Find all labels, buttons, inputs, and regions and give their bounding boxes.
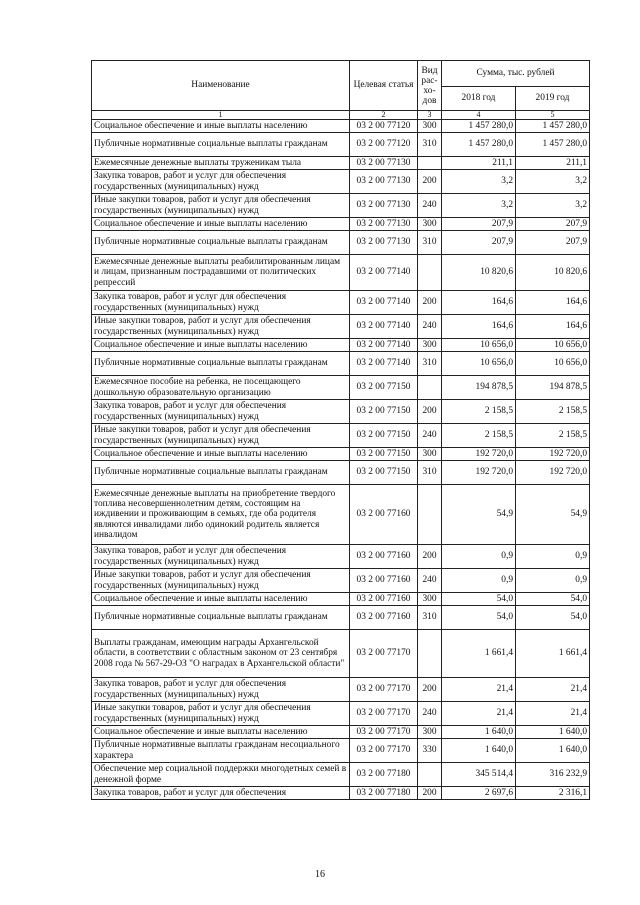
header-code: Целевая статья xyxy=(350,61,418,111)
row-name: Публичные нормативные социальные выплаты гражданам xyxy=(92,606,350,630)
table-row xyxy=(92,400,590,424)
row-amount-2019: 164,6 xyxy=(516,315,590,339)
row-amount-2018: 21,4 xyxy=(442,702,516,726)
row-code: 03 2 00 77120 xyxy=(350,133,418,157)
row-kind: 310 xyxy=(418,606,442,630)
row-kind: 300 xyxy=(418,726,442,739)
row-kind xyxy=(418,157,442,170)
row-code: 03 2 00 77170 xyxy=(350,739,418,763)
row-name: Иные закупки товаров, работ и услуг для обеспечения государственных (муниципальных) нужд xyxy=(92,194,350,218)
table-row xyxy=(92,787,590,800)
row-amount-2019: 54,0 xyxy=(516,593,590,606)
row-code: 03 2 00 77140 xyxy=(350,315,418,339)
row-kind: 240 xyxy=(418,424,442,448)
row-amount-2018: 3,2 xyxy=(442,170,516,194)
row-amount-2018: 1 640,0 xyxy=(442,739,516,763)
row-code: 03 2 00 77160 xyxy=(350,593,418,606)
row-amount-2019: 3,2 xyxy=(516,194,590,218)
table-row xyxy=(92,133,590,157)
column-index: 3 xyxy=(418,111,442,120)
row-code: 03 2 00 77150 xyxy=(350,461,418,485)
row-code: 03 2 00 77130 xyxy=(350,194,418,218)
table-row xyxy=(92,545,590,569)
row-name: Закупка товаров, работ и услуг для обеспечения государственных (муниципальных) нужд xyxy=(92,545,350,569)
column-index: 4 xyxy=(442,111,516,120)
row-kind xyxy=(418,630,442,678)
row-amount-2019: 54,0 xyxy=(516,606,590,630)
row-name: Иные закупки товаров, работ и услуг для обеспечения государственных (муниципальных) нужд xyxy=(92,702,350,726)
row-amount-2019: 2 158,5 xyxy=(516,424,590,448)
row-amount-2018: 10 656,0 xyxy=(442,339,516,352)
row-code: 03 2 00 77130 xyxy=(350,218,418,231)
row-code: 03 2 00 77170 xyxy=(350,702,418,726)
page-number: 16 xyxy=(315,869,325,880)
row-code: 03 2 00 77140 xyxy=(350,339,418,352)
row-code: 03 2 00 77140 xyxy=(350,291,418,315)
row-amount-2019: 0,9 xyxy=(516,569,590,593)
row-kind: 240 xyxy=(418,315,442,339)
row-amount-2018: 345 514,4 xyxy=(442,763,516,787)
row-code: 03 2 00 77160 xyxy=(350,545,418,569)
row-amount-2019: 3,2 xyxy=(516,170,590,194)
row-amount-2018: 192 720,0 xyxy=(442,448,516,461)
row-name: Ежемесячные денежные выплаты реабилитированным лицам и лицам, признанным пострадавшими от политических репрессий xyxy=(92,255,350,291)
header-sum: Сумма, тыс. рублей xyxy=(442,61,590,87)
row-code: 03 2 00 77170 xyxy=(350,726,418,739)
row-amount-2018: 2 158,5 xyxy=(442,424,516,448)
row-amount-2019: 207,9 xyxy=(516,218,590,231)
row-name: Ежемесячные денежные выплаты труженикам тыла xyxy=(92,157,350,170)
table-row xyxy=(92,352,590,376)
row-amount-2019: 1 640,0 xyxy=(516,739,590,763)
table-body xyxy=(92,120,590,800)
row-kind: 300 xyxy=(418,339,442,352)
row-kind: 200 xyxy=(418,545,442,569)
row-amount-2018: 0,9 xyxy=(442,545,516,569)
row-name: Закупка товаров, работ и услуг для обеспечения государственных (муниципальных) нужд xyxy=(92,291,350,315)
row-code: 03 2 00 77180 xyxy=(350,763,418,787)
row-amount-2018: 1 457 280,0 xyxy=(442,133,516,157)
row-code: 03 2 00 77180 xyxy=(350,787,418,800)
row-name: Публичные нормативные социальные выплаты гражданам xyxy=(92,133,350,157)
table-row xyxy=(92,678,590,702)
table-row xyxy=(92,726,590,739)
row-name: Публичные нормативные социальные выплаты гражданам xyxy=(92,231,350,255)
row-name: Ежемесячные денежные выплаты на приобретение твердого топлива несовершеннолетним детям, состоящим на иждивении и проживающим в семьях, где оба родителя являются инвалидами либо одинокий родитель является инвалидом xyxy=(92,485,350,545)
column-index: 1 xyxy=(92,111,350,120)
row-kind: 200 xyxy=(418,291,442,315)
row-amount-2018: 10 656,0 xyxy=(442,352,516,376)
row-name: Закупка товаров, работ и услуг для обеспечения xyxy=(92,787,350,800)
row-amount-2018: 164,6 xyxy=(442,315,516,339)
row-amount-2018: 1 661,4 xyxy=(442,630,516,678)
row-name: Выплаты гражданам, имеющим награды Архангельской области, в соответствии с областным законом от 23 сентября 2008 года № 567-29-ОЗ "О наградах в Архангельской области" xyxy=(92,630,350,678)
row-amount-2019: 1 661,4 xyxy=(516,630,590,678)
row-code: 03 2 00 77120 xyxy=(350,120,418,133)
table-row xyxy=(92,461,590,485)
row-name: Иные закупки товаров, работ и услуг для обеспечения государственных (муниципальных) нужд xyxy=(92,424,350,448)
table-row xyxy=(92,157,590,170)
row-amount-2019: 192 720,0 xyxy=(516,448,590,461)
row-amount-2018: 192 720,0 xyxy=(442,461,516,485)
row-amount-2018: 207,9 xyxy=(442,231,516,255)
row-kind: 200 xyxy=(418,400,442,424)
row-code: 03 2 00 77150 xyxy=(350,400,418,424)
row-amount-2019: 1 457 280,0 xyxy=(516,133,590,157)
table-row xyxy=(92,702,590,726)
row-amount-2018: 211,1 xyxy=(442,157,516,170)
table-row xyxy=(92,485,590,545)
row-name: Закупка товаров, работ и услуг для обеспечения государственных (муниципальных) нужд xyxy=(92,170,350,194)
row-kind xyxy=(418,376,442,400)
row-amount-2018: 1 640,0 xyxy=(442,726,516,739)
row-code: 03 2 00 77170 xyxy=(350,630,418,678)
row-amount-2018: 10 820,6 xyxy=(442,255,516,291)
row-code: 03 2 00 77150 xyxy=(350,448,418,461)
row-amount-2019: 211,1 xyxy=(516,157,590,170)
row-code: 03 2 00 77140 xyxy=(350,352,418,376)
row-amount-2018: 2 158,5 xyxy=(442,400,516,424)
row-amount-2019: 1 457 280,0 xyxy=(516,120,590,133)
row-amount-2018: 3,2 xyxy=(442,194,516,218)
header-year-2018: 2018 год xyxy=(442,87,516,111)
row-amount-2018: 0,9 xyxy=(442,569,516,593)
row-name: Социальное обеспечение и иные выплаты населению xyxy=(92,218,350,231)
row-kind: 240 xyxy=(418,569,442,593)
header-name: Наименование xyxy=(92,61,350,111)
row-amount-2019: 0,9 xyxy=(516,545,590,569)
table-row xyxy=(92,448,590,461)
row-code: 03 2 00 77130 xyxy=(350,157,418,170)
row-kind: 300 xyxy=(418,593,442,606)
row-amount-2018: 21,4 xyxy=(442,678,516,702)
table-row xyxy=(92,739,590,763)
row-name: Закупка товаров, работ и услуг для обеспечения государственных (муниципальных) нужд xyxy=(92,678,350,702)
row-code: 03 2 00 77140 xyxy=(350,255,418,291)
row-code: 03 2 00 77160 xyxy=(350,569,418,593)
row-amount-2019: 21,4 xyxy=(516,702,590,726)
row-name: Публичные нормативные выплаты гражданам несоциального характера xyxy=(92,739,350,763)
table-row xyxy=(92,120,590,133)
column-index: 5 xyxy=(516,111,590,120)
row-amount-2018: 194 878,5 xyxy=(442,376,516,400)
row-code: 03 2 00 77130 xyxy=(350,231,418,255)
row-amount-2018: 164,6 xyxy=(442,291,516,315)
row-name: Ежемесячное пособие на ребенка, не посещающего дошкольную образовательную организацию xyxy=(92,376,350,400)
header-kind: Вид рас-хо-дов xyxy=(418,61,442,111)
table-row xyxy=(92,194,590,218)
table-row xyxy=(92,569,590,593)
table-row xyxy=(92,606,590,630)
row-name: Иные закупки товаров, работ и услуг для обеспечения государственных (муниципальных) нужд xyxy=(92,315,350,339)
table-row xyxy=(92,630,590,678)
row-kind: 310 xyxy=(418,133,442,157)
row-name: Иные закупки товаров, работ и услуг для обеспечения государственных (муниципальных) нужд xyxy=(92,569,350,593)
row-kind: 310 xyxy=(418,352,442,376)
row-amount-2019: 1 640,0 xyxy=(516,726,590,739)
row-amount-2018: 1 457 280,0 xyxy=(442,120,516,133)
row-name: Обеспечение мер социальной поддержки многодетных семей в денежной форме xyxy=(92,763,350,787)
row-amount-2019: 207,9 xyxy=(516,231,590,255)
row-code: 03 2 00 77160 xyxy=(350,485,418,545)
row-kind: 240 xyxy=(418,194,442,218)
column-index-row xyxy=(92,111,590,120)
table-row xyxy=(92,231,590,255)
row-amount-2019: 2 158,5 xyxy=(516,400,590,424)
row-kind: 310 xyxy=(418,231,442,255)
row-kind: 300 xyxy=(418,120,442,133)
header-year-2019: 2019 год xyxy=(516,87,590,111)
row-amount-2018: 207,9 xyxy=(442,218,516,231)
row-kind: 330 xyxy=(418,739,442,763)
row-name: Закупка товаров, работ и услуг для обеспечения государственных (муниципальных) нужд xyxy=(92,400,350,424)
row-name: Социальное обеспечение и иные выплаты населению xyxy=(92,726,350,739)
row-kind: 200 xyxy=(418,678,442,702)
row-kind: 240 xyxy=(418,702,442,726)
row-name: Социальное обеспечение и иные выплаты населению xyxy=(92,120,350,133)
row-kind xyxy=(418,485,442,545)
row-amount-2019: 192 720,0 xyxy=(516,461,590,485)
row-amount-2018: 54,0 xyxy=(442,606,516,630)
row-code: 03 2 00 77150 xyxy=(350,424,418,448)
row-code: 03 2 00 77170 xyxy=(350,678,418,702)
row-amount-2018: 54,0 xyxy=(442,593,516,606)
row-name: Социальное обеспечение и иные выплаты населению xyxy=(92,448,350,461)
row-kind: 300 xyxy=(418,218,442,231)
row-amount-2019: 164,6 xyxy=(516,291,590,315)
row-amount-2019: 10 820,6 xyxy=(516,255,590,291)
row-amount-2019: 10 656,0 xyxy=(516,352,590,376)
table-row xyxy=(92,424,590,448)
row-amount-2019: 194 878,5 xyxy=(516,376,590,400)
row-kind: 310 xyxy=(418,461,442,485)
row-kind xyxy=(418,763,442,787)
table-row xyxy=(92,593,590,606)
table-row xyxy=(92,255,590,291)
table-row xyxy=(92,218,590,231)
table-row xyxy=(92,291,590,315)
row-kind: 200 xyxy=(418,787,442,800)
row-code: 03 2 00 77130 xyxy=(350,170,418,194)
row-code: 03 2 00 77160 xyxy=(350,606,418,630)
row-kind xyxy=(418,255,442,291)
row-amount-2019: 316 232,9 xyxy=(516,763,590,787)
table-row xyxy=(92,339,590,352)
column-index: 2 xyxy=(350,111,418,120)
table-row xyxy=(92,315,590,339)
row-amount-2018: 54,9 xyxy=(442,485,516,545)
row-name: Публичные нормативные социальные выплаты гражданам xyxy=(92,352,350,376)
table-row xyxy=(92,376,590,400)
row-amount-2019: 21,4 xyxy=(516,678,590,702)
row-kind: 200 xyxy=(418,170,442,194)
row-name: Публичные нормативные социальные выплаты гражданам xyxy=(92,461,350,485)
row-kind: 300 xyxy=(418,448,442,461)
table-row xyxy=(92,763,590,787)
row-amount-2019: 54,9 xyxy=(516,485,590,545)
row-amount-2019: 10 656,0 xyxy=(516,339,590,352)
table-row xyxy=(92,170,590,194)
row-code: 03 2 00 77150 xyxy=(350,376,418,400)
row-name: Социальное обеспечение и иные выплаты населению xyxy=(92,593,350,606)
budget-table xyxy=(91,60,590,800)
row-amount-2018: 2 697,6 xyxy=(442,787,516,800)
row-amount-2019: 2 316,1 xyxy=(516,787,590,800)
row-name: Социальное обеспечение и иные выплаты населению xyxy=(92,339,350,352)
